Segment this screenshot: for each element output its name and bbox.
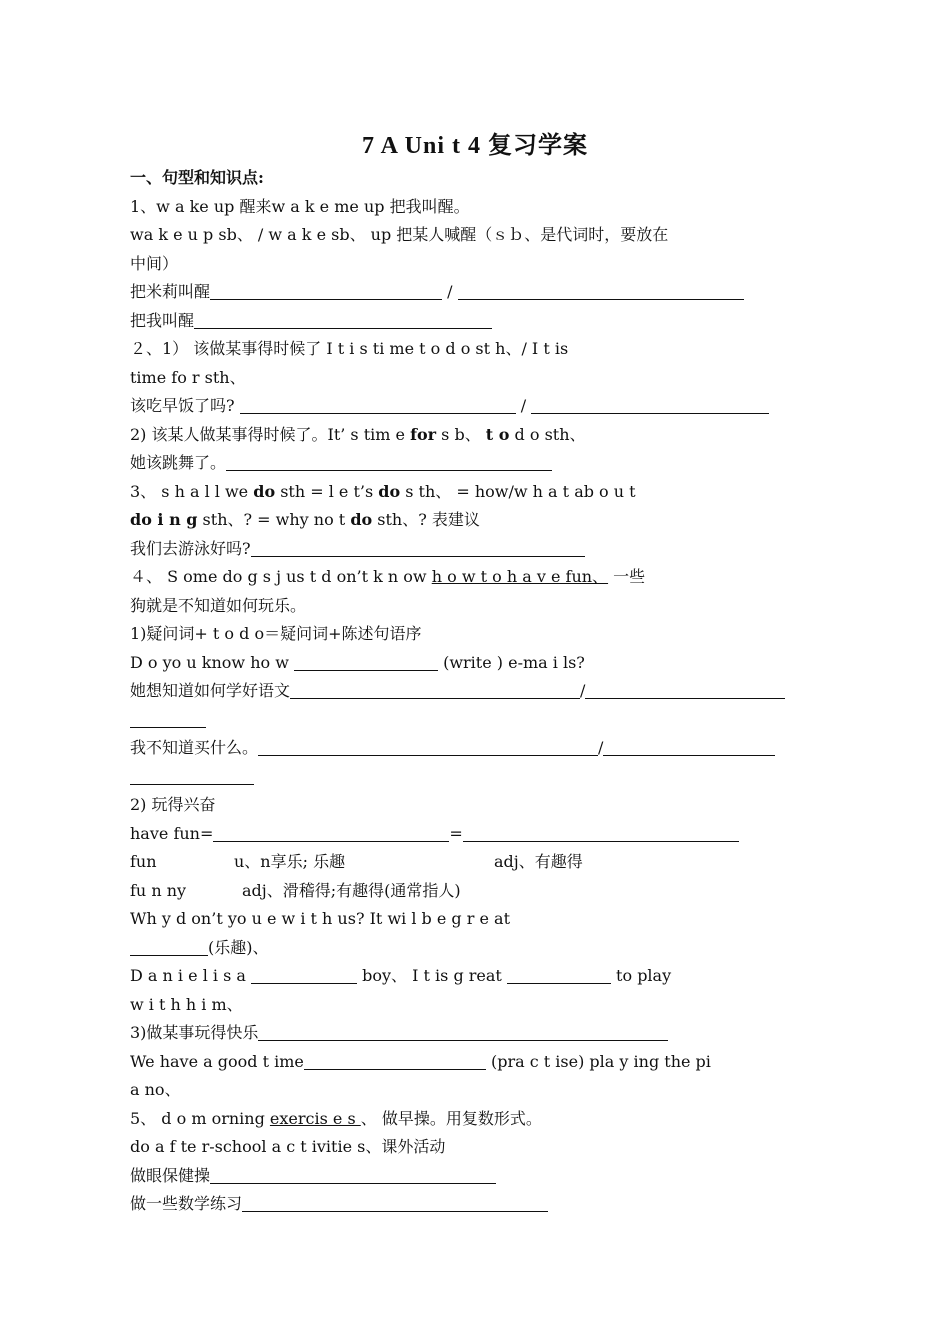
point-4-cont: 狗就是不知道如何玩乐。 xyxy=(130,595,307,615)
point-1-note: wa k e u p sb、 / w a k e sb、 up 把某人喊醒（ｓｂ、是代词时，要放在 xyxy=(130,225,669,244)
exercise-row: 做眼保健操 xyxy=(130,1162,820,1191)
answer-blank[interactable] xyxy=(304,1051,486,1070)
point-2-sub: 2) 该某人做某事得时候了。It’ s tim e for s b、 t o d o sth、 xyxy=(130,424,586,444)
vocab-funny: fu n ny adj、滑稽得;有趣得(通常指人) xyxy=(130,880,461,900)
blank-continuation xyxy=(130,763,820,792)
answer-blank[interactable] xyxy=(463,823,739,842)
point-1: 1、w a ke up 醒来w a k e me up 把我叫醒。 xyxy=(130,196,470,216)
exercise-row: (乐趣)、 xyxy=(130,934,820,963)
blank-continuation xyxy=(130,706,820,735)
exercise-row: 我不知道买什么。 / xyxy=(130,734,820,763)
answer-blank[interactable] xyxy=(603,737,775,756)
answer-blank[interactable] xyxy=(130,766,254,785)
vocab-fun: fun u、n享乐; 乐趣 adj、有趣得 xyxy=(130,852,583,871)
exercise-row: D o yo u know ho w (write ) e-ma i ls? xyxy=(130,652,585,672)
exercise-row: Wh y d on’t yo u e w i t h us? It wi l b e g r e at xyxy=(130,909,511,928)
answer-blank[interactable] xyxy=(130,709,206,728)
answer-blank[interactable] xyxy=(194,310,492,329)
exercise-row-cont: w i t h h i m、 xyxy=(130,994,243,1014)
answer-blank[interactable] xyxy=(290,680,580,699)
answer-blank[interactable] xyxy=(213,823,449,842)
point-3-cont: do i n g sth、? = why no t do sth、? 表建议 xyxy=(130,510,480,529)
page-title: 7 A Uni t 4 复习学案 xyxy=(361,133,589,159)
exercise-row: We have a good t ime (pra c t ise) pla y ing the pi xyxy=(130,1051,711,1071)
point-4: ４、 S ome do g s j us t d on’t k n ow h o w t o h a v e fun、 一些 xyxy=(130,567,646,586)
exercise-row: D a n i e l i s a boy、 I t is g reat to play xyxy=(130,966,672,985)
point-5: 5、 d o m orning exercis e s 、 做早操。用复数形式。 xyxy=(130,1108,542,1128)
point-2: ２、1） 该做某事得时候了 I t i s ti me t o d o st h、/ I t is xyxy=(130,339,569,358)
answer-blank[interactable] xyxy=(240,395,516,414)
answer-blank[interactable] xyxy=(531,395,769,414)
exercise-row: 我们去游泳好吗? xyxy=(130,535,820,564)
answer-blank[interactable] xyxy=(507,965,611,984)
exercise-row: 她该跳舞了。 xyxy=(130,449,820,478)
exercise-row: 把我叫醒 xyxy=(130,307,820,336)
answer-blank[interactable] xyxy=(210,281,442,300)
exercise-row: 把米莉叫醒 / xyxy=(130,278,820,307)
answer-blank[interactable] xyxy=(258,1022,668,1041)
point-3: 3、 s h a l l we do sth = l e t’s do s th、 = how/w h a t ab o u t xyxy=(130,481,636,501)
point-5-cont: do a f te r-school a c t ivitie s、课外活动 xyxy=(130,1137,446,1156)
point-2-cont: time fo r sth、 xyxy=(130,367,246,387)
exercise-row-cont: a no、 xyxy=(130,1080,181,1099)
answer-blank[interactable] xyxy=(242,1193,548,1212)
answer-blank[interactable] xyxy=(294,652,438,671)
answer-blank[interactable] xyxy=(585,680,785,699)
answer-blank[interactable] xyxy=(251,965,357,984)
exercise-row: 她想知道如何学好语文 / xyxy=(130,677,820,706)
answer-blank[interactable] xyxy=(226,452,552,471)
point-4-sub2: 2) 玩得兴奋 xyxy=(130,795,216,814)
section-heading: 一、句型和知识点: xyxy=(130,168,264,187)
point-4-rule: 1)疑问词+ t o d o＝疑问词+陈述句语序 xyxy=(130,624,422,643)
answer-blank[interactable] xyxy=(458,281,744,300)
exercise-row: 做一些数学练习 xyxy=(130,1190,820,1219)
answer-blank[interactable] xyxy=(130,937,208,956)
point-1-note-cont: 中间） xyxy=(130,253,179,273)
answer-blank[interactable] xyxy=(210,1165,496,1184)
worksheet xyxy=(130,128,820,1219)
exercise-row: have fun= = xyxy=(130,820,820,849)
answer-blank[interactable] xyxy=(258,737,598,756)
exercise-row: 3)做某事玩得快乐 xyxy=(130,1019,820,1048)
answer-blank[interactable] xyxy=(251,538,585,557)
exercise-row: 该吃早饭了吗? / xyxy=(130,392,820,421)
